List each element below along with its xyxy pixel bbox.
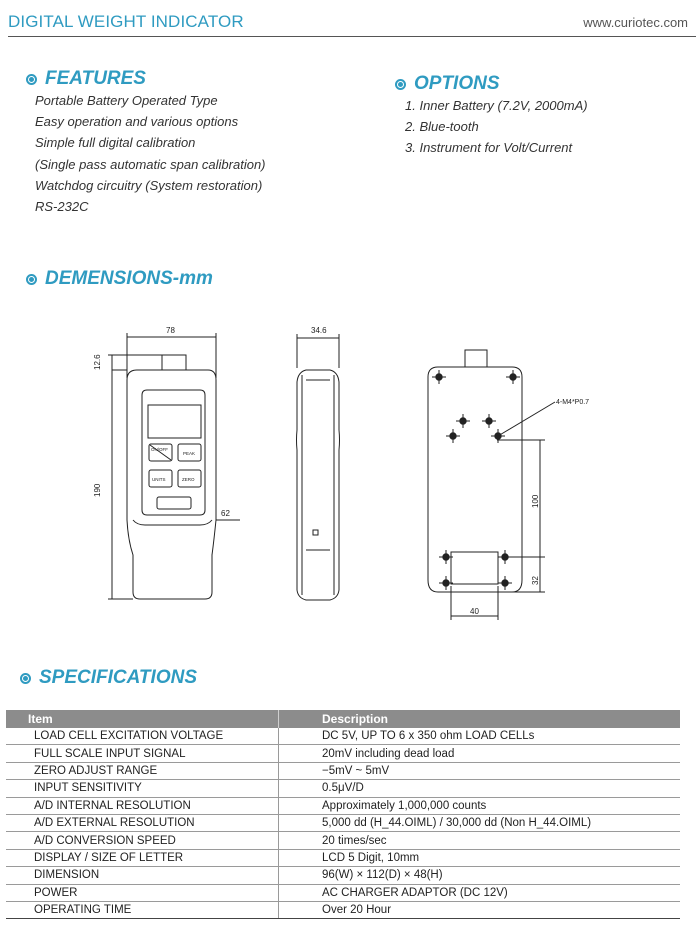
table-row xyxy=(6,901,680,918)
features-heading xyxy=(26,68,146,90)
spec-description: 0.5μV/D xyxy=(279,780,681,797)
spec-description: 20mV including dead load xyxy=(279,745,681,762)
spec-item: DIMENSION xyxy=(6,867,279,884)
spec-description: −5mV ~ 5mV xyxy=(279,762,681,779)
features-list-item: Easy operation and various options xyxy=(35,114,239,130)
target-bullet-icon xyxy=(395,79,406,90)
spec-description: 20 times/sec xyxy=(279,832,681,849)
website-url[interactable]: www.curiotec.com xyxy=(583,15,688,30)
front-height-label: 190 xyxy=(93,483,102,497)
spec-description: Approximately 1,000,000 counts xyxy=(279,797,681,814)
options-heading-text: OPTIONS xyxy=(414,73,500,94)
column-header-item: Item xyxy=(6,710,279,728)
spec-item: A/D EXTERNAL RESOLUTION xyxy=(6,814,279,831)
side-view-drawing xyxy=(297,334,340,600)
features-list-item: RS-232C xyxy=(35,199,89,215)
table-row xyxy=(6,884,680,901)
spec-item: OPERATING TIME xyxy=(6,901,279,918)
options-list-item: 3. Instrument for Volt/Current xyxy=(405,140,573,156)
features-list-item: (Single pass automatic span calibration) xyxy=(35,156,266,172)
features-list-item: Portable Battery Operated Type xyxy=(35,93,218,108)
table-row xyxy=(6,780,680,797)
key-label-peak: PEAK xyxy=(183,451,196,456)
spec-description: AC CHARGER ADAPTOR (DC 12V) xyxy=(279,884,681,901)
spec-item: A/D CONVERSION SPEED xyxy=(6,832,279,849)
front-width-label: 78 xyxy=(166,326,175,335)
spec-item: ZERO ADJUST RANGE xyxy=(6,762,279,779)
table-row xyxy=(6,728,680,745)
specifications-heading-text: SPECIFICATIONS xyxy=(39,667,197,688)
spec-item: POWER xyxy=(6,884,279,901)
options-heading xyxy=(395,73,500,95)
front-view-drawing xyxy=(108,333,240,599)
spec-item: INPUT SENSITIVITY xyxy=(6,780,279,797)
back-horizontal-label: 40 xyxy=(470,607,479,616)
side-width-label: 34.6 xyxy=(311,326,327,335)
table-row xyxy=(6,797,680,814)
spec-description: LCD 5 Digit, 10mm xyxy=(279,849,681,866)
table-row xyxy=(6,849,680,866)
screw-spec-label: 4-M4*P0.7 xyxy=(556,399,590,406)
spec-item: A/D INTERNAL RESOLUTION xyxy=(6,797,279,814)
spec-description: DC 5V, UP TO 6 x 350 ohm LOAD CELLs xyxy=(279,728,681,745)
features-list-item: Simple full digital calibration xyxy=(35,135,196,151)
features-list-item: Watchdog circuitry (System restoration) xyxy=(35,177,263,193)
features-heading-text: FEATURES xyxy=(45,68,146,89)
front-top-height-label: 12.6 xyxy=(93,354,102,370)
key-label-power: ON/OFF xyxy=(151,447,168,452)
page-title: DIGITAL WEIGHT INDICATOR xyxy=(8,12,244,31)
target-bullet-icon xyxy=(26,274,37,285)
options-list-item: 1. Inner Battery (7.2V, 2000mA) xyxy=(405,98,588,113)
spec-description: 5,000 dd (H_44.OIML) / 30,000 dd (Non H_44.OIML) xyxy=(279,814,681,831)
target-bullet-icon xyxy=(26,74,37,85)
table-row xyxy=(6,832,680,849)
options-list-item: 2. Blue-tooth xyxy=(405,119,479,135)
table-row xyxy=(6,814,680,831)
dimensions-heading xyxy=(26,268,213,290)
table-row xyxy=(6,762,680,779)
table-header-row xyxy=(6,710,680,728)
header-divider xyxy=(8,36,696,37)
spec-description: Over 20 Hour xyxy=(279,901,681,918)
options-list xyxy=(405,95,588,159)
key-label-units: UNITS xyxy=(152,477,166,482)
table-row xyxy=(6,745,680,762)
back-vertical-2-label: 32 xyxy=(531,576,540,585)
dimension-drawings xyxy=(0,320,700,630)
key-label-zero: ZERO xyxy=(182,477,195,482)
spec-item: FULL SCALE INPUT SIGNAL xyxy=(6,745,279,762)
screw-holes xyxy=(432,370,520,590)
specifications-table xyxy=(6,710,680,919)
spec-item: LOAD CELL EXCITATION VOLTAGE xyxy=(6,728,279,745)
table-row xyxy=(6,867,680,884)
dimensions-heading-text: DEMENSIONS-mm xyxy=(45,268,213,289)
features-list xyxy=(35,90,266,217)
target-bullet-icon xyxy=(20,673,31,684)
specifications-heading xyxy=(20,667,197,689)
front-side-mark-label: 62 xyxy=(221,509,230,518)
column-header-description: Description xyxy=(279,710,681,728)
spec-item: DISPLAY / SIZE OF LETTER xyxy=(6,849,279,866)
spec-description: 96(W) × 112(D) × 48(H) xyxy=(279,867,681,884)
back-vertical-1-label: 100 xyxy=(531,494,540,508)
